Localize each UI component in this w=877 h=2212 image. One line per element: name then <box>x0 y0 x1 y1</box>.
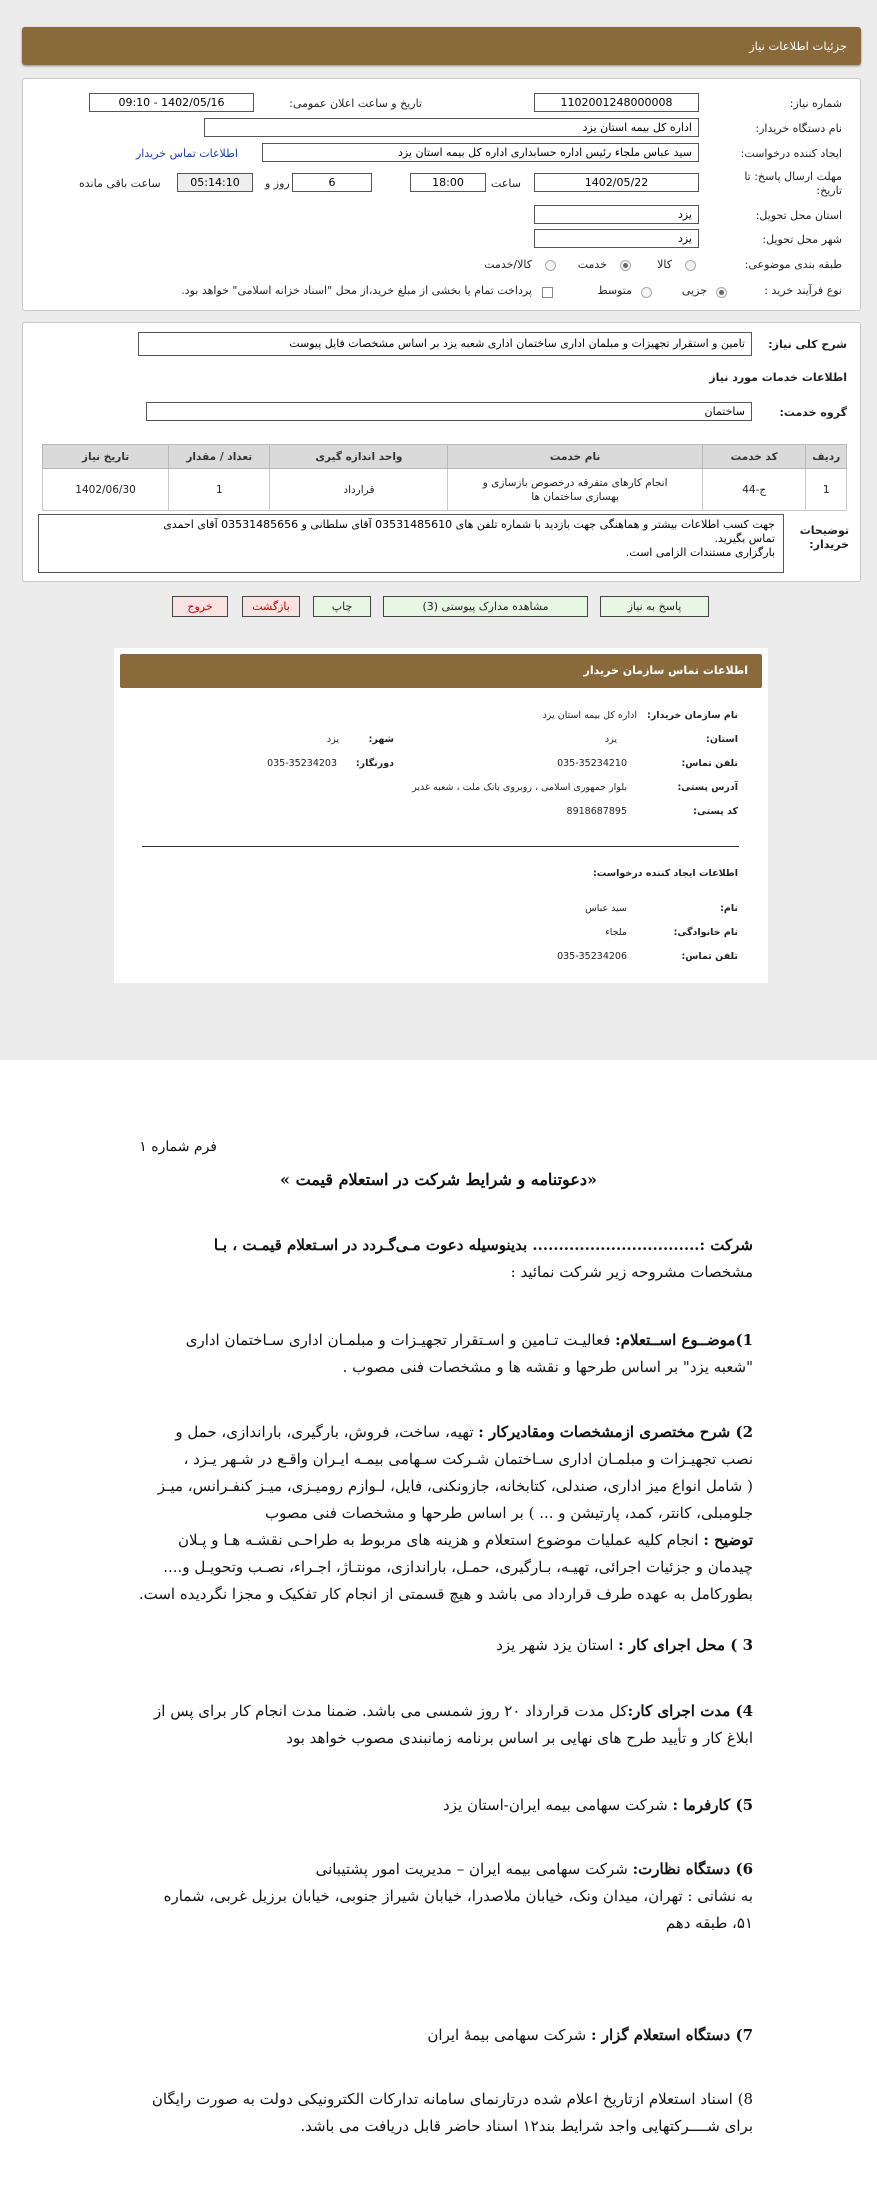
p6-heading: 6) دستگاه نظارت: <box>632 1860 753 1878</box>
paragraph-5 <box>125 1792 753 1819</box>
cell-unit: قرارداد <box>270 469 448 511</box>
p6-line-a: شرکت سهامی بیمه ایران – مدیریت امور پشتیبانی <box>315 1860 633 1878</box>
contact-card <box>114 648 768 983</box>
contact-fax: 035-35234203 <box>267 758 337 769</box>
proc-medium-label: متوسط <box>597 284 632 297</box>
cell-name: انجام کارهای متفرقه درخصوص بازسازی و بهسازی ساختمان ها <box>448 469 702 511</box>
need-details-panel <box>0 0 877 1060</box>
city-label: شهر محل تحویل: <box>762 233 842 246</box>
buyer-contact-link[interactable]: اطلاعات تماس خریدار <box>136 147 238 160</box>
contact-fax-label: دورنگار: <box>355 758 394 769</box>
document-title: «دعوتنامه و شرایط شرکت در استعلام قیمت » <box>280 1170 597 1189</box>
category-label: طبقه بندی موضوعی: <box>744 258 842 271</box>
buyer-notes-field <box>38 514 784 573</box>
company-line-1: شرکت :................................ بدینوسیله دعوت مـی‌گـردد در اسـتعلام قیمـت ، بـا <box>213 1236 753 1254</box>
need-number-label: شماره نیاز: <box>789 97 842 110</box>
cell-row: 1 <box>806 469 847 511</box>
p3-heading: 3 ) محل اجرای کار : <box>618 1636 753 1654</box>
col-unit: واحد اندازه گیری <box>270 445 448 469</box>
contact-phone: 035-35234210 <box>557 758 627 769</box>
services-table <box>42 444 847 511</box>
buyer-notes-label: توضیحات خریدار: <box>799 524 849 551</box>
cell-qty: 1 <box>169 469 270 511</box>
print-button[interactable]: چاپ <box>313 596 371 617</box>
table-row <box>43 469 847 511</box>
notes-line-1: جهت کسب اطلاعات بیشتر و هماهنگی جهت بازدید با شماره تلفن های 03531485610 آقای سلطانی و 03531485656 آقای احمدی <box>163 518 775 531</box>
buyer-org-label: نام دستگاه خریدار: <box>755 122 842 135</box>
contact-city: یزد <box>326 734 339 745</box>
contact-postal-label: کد پستی: <box>693 806 738 817</box>
treasury-checkbox[interactable] <box>542 287 553 298</box>
creator-name-label: نام: <box>720 903 738 914</box>
contact-city-label: شهر: <box>368 734 394 745</box>
p2-note-heading: توضیح : <box>703 1531 753 1549</box>
group-field: ساختمان <box>146 402 752 421</box>
contact-org-label: نام سازمان خریدار: <box>647 710 738 721</box>
contact-postal: 8918687895 <box>566 806 627 817</box>
details-title: جزئیات اطلاعات نیاز <box>749 39 847 53</box>
city-field: یزد <box>534 229 699 248</box>
p5-text: شرکت سهامی بیمه ایران-استان یزد <box>443 1796 673 1814</box>
p2-line-d: جلومبلی، کانتر، کمد، پارتیشن و ... ) بر اساس طرحها و مشخصات فنی مصوب <box>265 1504 753 1522</box>
contact-address: بلوار جمهوری اسلامی ، روبروی بانک ملت ، شعبه غدیر <box>412 782 627 793</box>
radio-service[interactable] <box>620 260 631 271</box>
p4-line-b: ابلاغ کار و تأیید طرح های نهایی بر اساس برنامه زمانبندی مصوب خواهد بود <box>286 1729 753 1747</box>
col-date: تاریخ نیاز <box>43 445 169 469</box>
p2-line-a: تهیه، ساخت، فروش، بارگیری، باراندازی، حمل و <box>175 1423 479 1441</box>
contact-divider <box>142 846 739 847</box>
p1-line-a: فعالیـت تـامین و اسـتقرار تجهیـزات و مبلمـان اداری سـاختمان اداری <box>185 1331 616 1349</box>
notes-line-3: بارگزاری مستندات الزامی است. <box>625 546 775 559</box>
creator-phone-label: تلفن تماس: <box>681 951 738 962</box>
group-label: گروه خدمت: <box>779 406 847 419</box>
contact-phone-label: تلفن تماس: <box>681 758 738 769</box>
col-name: نام خدمت <box>448 445 702 469</box>
p8-line-b: برای شــــرکتهایی واجد شرایط بند۱۲ اسناد حاضر قابل دریافت می باشد. <box>300 2117 753 2135</box>
creator-section-heading: اطلاعات ایجاد کننده درخواست: <box>592 868 738 879</box>
announce-field: 1402/05/16 - 09:10 <box>89 93 254 112</box>
cell-date: 1402/06/30 <box>43 469 169 511</box>
contact-province: یزد <box>604 734 617 745</box>
p8-line-a: 8) اسناد استعلام ازتاریخ اعلام شده درتارنمای سامانه تدارکات الکترونیکی دولت به صورت رایگان <box>151 2090 753 2108</box>
services-info-heading: اطلاعات خدمات مورد نیاز <box>709 371 847 384</box>
p1-heading: 1)موضــوع اســتعلام: <box>615 1331 753 1349</box>
reply-button[interactable]: پاسخ به نیاز <box>600 596 709 617</box>
contact-province-label: استان: <box>706 734 738 745</box>
company-line-2: مشخصات مشروحه زیر شرکت نمائید : <box>510 1263 753 1281</box>
creator-family: ملجاء <box>605 927 627 938</box>
p4-line-a: کل مدت قرارداد ۲۰ روز شمسی می باشد. ضمنا مدت انجام کار برای پس از <box>154 1702 628 1720</box>
p7-heading: 7) دستگاه استعلام گزار : <box>590 2026 753 2044</box>
need-number-field: 1102001248000008 <box>534 93 699 112</box>
p2-line-c: ( شامل انواع میز اداری، صندلی، کتابخانه، جازونکنی، فایل، لـوازم رومیـزی، میـز کنفـرانس، میـز <box>157 1477 753 1495</box>
back-button[interactable]: بازگشت <box>242 596 300 617</box>
company-paragraph <box>125 1232 753 1286</box>
details-header <box>22 27 861 65</box>
p4-heading: 4) مدت اجرای کار: <box>627 1702 753 1720</box>
creator-field: سید عباس ملجاء رئیس اداره حسابداری اداره کل بیمه استان یزد <box>262 143 699 162</box>
deadline-date-field: 1402/05/22 <box>534 173 699 192</box>
view-documents-button[interactable]: مشاهده مدارک پیوستی (3) <box>383 596 588 617</box>
exit-button[interactable]: خروج <box>172 596 228 617</box>
contact-org: اداره کل بیمه استان یزد <box>542 710 637 721</box>
paragraph-6 <box>125 1856 753 1937</box>
p6-line-c: ۵۱، طبقه دهم <box>665 1914 753 1932</box>
paragraph-1 <box>125 1327 753 1381</box>
deadline-time-field: 18:00 <box>410 173 486 192</box>
payment-note: پرداخت تمام یا بخشی از مبلغ خرید،از محل "اسناد خزانه اسلامی" خواهد بود. <box>181 284 532 297</box>
p2-heading: 2) شرح مختصری ازمشخصات ومقادیرکار : <box>478 1423 753 1441</box>
creator-label: ایجاد کننده درخواست: <box>740 147 842 160</box>
paragraph-8 <box>125 2086 753 2140</box>
remaining-label: ساعت باقی مانده <box>79 177 161 190</box>
cat-both-label: کالا/خدمت <box>484 258 532 271</box>
notes-line-2: تماس بگیرید. <box>714 532 775 545</box>
p2-line-f: چیدمان و جزئیات اجرائی، تهیـه، بـارگیری، حمـل، باراندازی، مونتـاژ، اجـراء، نصـب وتحویـل و.... <box>163 1558 753 1576</box>
overall-label: شرح کلی نیاز: <box>768 338 847 351</box>
deadline-label: مهلت ارسال پاسخ: تا تاریخ: <box>744 170 842 197</box>
paragraph-7 <box>125 2022 753 2049</box>
p6-line-b: به نشانی : تهران، میدان ونک، خیابان ملاصدرا، خیابان شیراز جنوبی، خیابان برزیل غربی، شماره <box>163 1887 753 1905</box>
paragraph-3 <box>125 1632 753 1659</box>
cat-service-label: خدمت <box>577 258 607 271</box>
proc-partial-label: جزیی <box>681 284 707 297</box>
p2-line-g: بطورکامل به عهده طرف قرارداد می باشد و هیچ قسمتی از انجام کار تفکیک و مجزا نگردیده است. <box>138 1585 753 1603</box>
p1-line-b: "شعبه یزد" بر اساس طرحها و نقشه ها و مشخصات فنی مصوب . <box>342 1358 753 1376</box>
p2-line-e: انجام کلیه عملیات موضوع استعلام و هزینه های مربوط به طراحـی نقشـه هـا و پـلان <box>178 1531 704 1549</box>
cat-goods-label: کالا <box>657 258 672 271</box>
remaining-time-field: 05:14:10 <box>177 173 253 192</box>
radio-goods-service[interactable] <box>545 260 556 271</box>
col-code: کد خدمت <box>702 445 806 469</box>
process-label: نوع فرآیند خرید : <box>764 284 842 297</box>
radio-medium[interactable] <box>641 287 652 298</box>
col-row: ردیف <box>806 445 847 469</box>
contact-header <box>120 654 762 688</box>
contact-address-label: آدرس پستی: <box>677 782 738 793</box>
paragraph-2 <box>125 1419 753 1608</box>
province-field: یزد <box>534 205 699 224</box>
buyer-org-field: اداره کل بیمه استان یزد <box>204 118 699 137</box>
creator-family-label: نام خانوادگی: <box>673 927 738 938</box>
p2-line-b: نصب تجهیـزات و مبلمـان اداری سـاختمان شـرکت سـهامی بیمـه ایـران واقـع در شـهر یـزد ، <box>183 1450 753 1468</box>
form-number: فرم شماره ۱ <box>139 1139 217 1155</box>
cell-code: ج-44 <box>702 469 806 511</box>
overall-field: تامین و استقرار تجهیزات و مبلمان اداری ساختمان اداری شعبه یزد بر اساس مشخصات فایل پیوست <box>138 332 752 356</box>
p3-text: استان یزد شهر یزد <box>496 1636 619 1654</box>
days-label: روز و <box>265 177 290 190</box>
paragraph-4 <box>125 1698 753 1752</box>
contact-title: اطلاعات تماس سازمان خریدار <box>583 664 748 677</box>
radio-partial[interactable] <box>716 287 727 298</box>
p5-heading: 5) کارفرما : <box>672 1796 753 1814</box>
deadline-time-label: ساعت <box>491 177 521 190</box>
p7-text: شرکت سهامی بیمۀ ایران <box>427 2026 591 2044</box>
creator-name: سید عباس <box>585 903 627 914</box>
announce-label: تاریخ و ساعت اعلان عمومی: <box>289 97 422 110</box>
radio-goods[interactable] <box>685 260 696 271</box>
province-label: استان محل تحویل: <box>755 209 842 222</box>
col-qty: تعداد / مقدار <box>169 445 270 469</box>
remaining-days-field: 6 <box>292 173 372 192</box>
creator-phone: 035-35234206 <box>557 951 627 962</box>
